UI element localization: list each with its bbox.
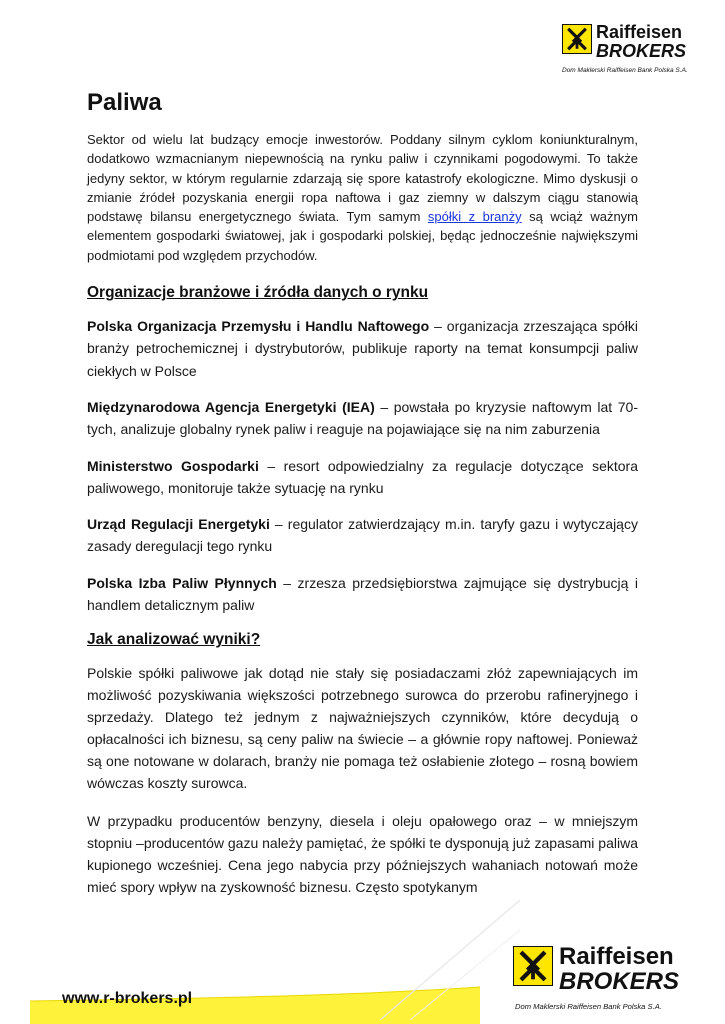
page-title: Paliwa [87, 89, 162, 116]
org-item [87, 572, 638, 617]
org-name: Ministerstwo Gospodarki [87, 457, 259, 474]
analysis-paragraph: W przypadku producentów benzyny, diesela i oleju opałowego oraz – w mniejszym stopniu –producentów gazu należy pamiętać, że spółki te dysponują już zapasami paliwa kupionego wcześniej. Cena jego nabycia przy późniejszych wahaniach notowań może mieć spory wpływ na zyskowność biznesu. Często spotykanym [87, 813, 638, 896]
logo-brand-line2: BROKERS [559, 968, 680, 995]
org-item [87, 455, 638, 500]
org-description: – powstała po kryzysie naftowym lat 70-tych, analizuje globalny rynek paliw i reaguje na pojawiające się na nim zaburzenia [87, 398, 638, 438]
org-item [87, 513, 638, 558]
logo-tagline: Dom Maklerski Raiffeisen Bank Polska S.A. [515, 1002, 662, 1011]
raiffeisen-brokers-logo-top[interactable] [562, 24, 712, 80]
analysis-paragraph: Polskie spółki paliwowe jak dotąd nie stały się posiadaczami złóż zapewniających im możliwość pozyskiwania większości potrzebnego surowca do przerobu rafineryjnego i sprzedaży. Dlatego też jednym z najważniejszych czynników, które decydują o opłacalności ich biznesu, są ceny paliw na świecie – a głównie ropy naftowej. Ponieważ są one notowane w dolarach, branży nie pomaga też osłabienie złotego – rosną bowiem wówczas koszty surowca. [87, 665, 638, 792]
org-name: Urząd Regulacji Energetyki [87, 516, 270, 533]
org-description: – zrzesza przedsiębiorstwa zajmujące się dystrybucją i handlem detalicznym paliw [87, 574, 638, 614]
intro-text-end: są wciąż ważnym elementem gospodarki światowej, jak i gospodarki polskiej, będąc jednocześnie największymi podmiotami pod względem przychodów. [87, 209, 638, 263]
document-body [87, 86, 638, 914]
footer-website-link[interactable]: www.r-brokers.pl [62, 990, 193, 1007]
org-name: Międzynarodowa Agencja Energetyki (IEA) [87, 398, 375, 415]
raiffeisen-gable-cross-icon [513, 946, 553, 986]
logo-brand-line2: BROKERS [596, 41, 687, 61]
footer-decorative-lines [380, 900, 520, 1020]
sector-companies-link[interactable]: spółki z branży [427, 209, 522, 225]
org-item [87, 396, 638, 441]
raiffeisen-gable-cross-icon [562, 24, 592, 54]
logo-brand-line1: Raiffeisen [596, 22, 683, 42]
org-item [87, 315, 638, 382]
analysis-heading: Jak analizować wyniki? [87, 631, 261, 649]
intro-text-start: Sektor od wielu lat budzący emocje inwestorów. Poddany silnym cyklom koniunkturalnym, dodatkowo wzmacnianym niepewnością na rynku paliw i czynnikami pogodowymi. To także jedyny sektor, w którym regularnie zdarzają się spore katastrofy ekologiczne. Mimo dyskusji o zmianie źródeł pozyskania energii ropa naftowa i gaz ziemny w dalszym ciągu stanowią podstawę bilansu energetycznego świata. Tym samym [87, 132, 638, 225]
org-description: – resort odpowiedzialny za regulacje dotyczące sektora paliwowego, monitoruje także sytuację na rynku [87, 457, 639, 496]
org-description: – regulator zatwierdzający m.in. taryfy gazu i wytyczający zasady deregulacji tego rynku [87, 516, 638, 555]
logo-tagline: Dom Maklerski Raiffeisen Bank Polska S.A. [562, 67, 688, 74]
org-name: Polska Organizacja Przemysłu i Handlu Naftowego [87, 318, 430, 335]
organizations-heading: Organizacje branżowe i źródła danych o rynku [87, 284, 429, 302]
org-name: Polska Izba Paliw Płynnych [87, 574, 277, 591]
logo-brand-line1: Raiffeisen [559, 943, 674, 970]
intro-paragraph [87, 130, 638, 265]
raiffeisen-brokers-logo-bottom[interactable] [513, 943, 713, 1012]
org-description: – organizacja zrzeszająca spółki branży petrochemicznej i dystrybutorów, publikuje raporty na temat konsumpcji paliw ciekłych w Polsce [87, 318, 639, 379]
